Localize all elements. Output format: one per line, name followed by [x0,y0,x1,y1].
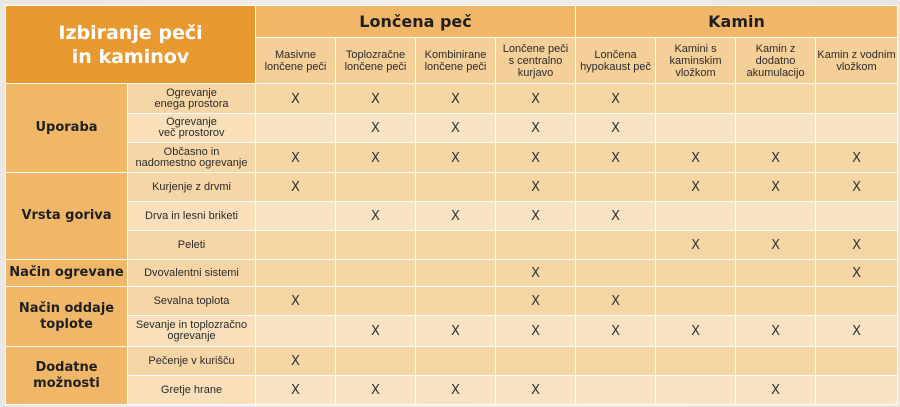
table-cell [656,173,736,202]
table-cell [816,114,898,143]
check-mark: X [451,91,460,107]
group-header-row [6,6,898,38]
table-cell [496,287,576,316]
table-cell [256,260,336,287]
check-mark: X [291,150,300,166]
table-row [6,376,898,405]
row-label-line: Gretje hrane [160,383,223,396]
check-mark: X [291,91,300,107]
table-cell [656,347,736,376]
table-title-line-2: in kaminov [71,45,190,68]
table-cell [736,316,816,347]
table-cell [336,143,416,173]
table-cell [576,173,656,202]
check-mark: X [371,150,380,166]
table-cell [336,173,416,202]
row-label-line: ogrevanje [167,330,216,342]
table-row [6,347,898,376]
table-cell [656,287,736,316]
check-mark: X [691,150,700,166]
table-row [6,316,898,347]
table-cell [576,347,656,376]
check-mark: X [291,180,300,195]
table-cell [256,114,336,143]
check-mark: X [371,121,380,136]
check-mark: X [852,180,861,195]
table-cell [336,202,416,231]
category-label-line: možnosti [33,375,100,391]
check-mark: X [611,121,620,136]
row-label [128,202,256,231]
column-header-line: Kamini s [674,42,717,55]
row-label [128,287,256,316]
table-cell [416,84,496,114]
table-cell [256,231,336,260]
table-cell [576,84,656,114]
table-cell [336,316,416,347]
table-cell [496,202,576,231]
category-label-line: Uporaba [35,120,98,135]
table-cell [816,173,898,202]
check-mark: X [531,324,540,339]
check-mark: X [371,91,380,107]
check-mark: X [531,266,540,281]
table-cell [256,202,336,231]
category-label [6,287,128,347]
row-label [128,260,256,287]
table-cell [576,376,656,405]
table-cell [816,316,898,347]
category-label [6,260,128,287]
row-label [128,114,256,143]
column-header-line: kurjavo [517,66,554,79]
table-cell [416,143,496,173]
table-cell [576,231,656,260]
column-header [256,38,336,84]
column-header-line: akumulacijo [746,66,805,79]
table-cell [816,231,898,260]
check-mark: X [531,121,540,136]
check-mark: X [691,324,700,339]
column-header [816,38,898,84]
table-cell [256,173,336,202]
check-mark: X [691,238,700,253]
column-header [336,38,416,84]
table-cell [656,114,736,143]
check-mark: X [531,209,540,224]
category-label-line: Način ogrevane [9,265,124,280]
category-label [6,84,128,173]
table-cell [816,347,898,376]
table-cell [416,287,496,316]
check-mark: X [451,383,460,398]
check-mark: X [531,150,540,166]
table-cell [736,84,816,114]
table-cell [256,143,336,173]
table-cell [496,231,576,260]
table-cell [496,260,576,287]
row-label [128,376,256,405]
row-label-line: Kurjenje z drvmi [152,180,231,193]
column-header-line: Kamin z vodnim [817,48,896,61]
table-cell [496,376,576,405]
row-label [128,231,256,260]
table-cell [816,84,898,114]
table-cell [496,114,576,143]
column-header-line: lončene peči [344,60,407,73]
table-cell [336,84,416,114]
table-cell [336,260,416,287]
table-cell [816,260,898,287]
table-cell [736,231,816,260]
category-label-line: Vrsta goriva [21,208,112,223]
column-header-line: hypokaust peč [580,60,651,73]
check-mark: X [371,383,380,398]
check-mark: X [451,324,460,339]
row-label-line: Peleti [177,238,206,251]
table-cell [416,231,496,260]
column-header-line: kaminskim [669,54,722,67]
column-header-line: vložkom [675,66,716,79]
table-cell [656,316,736,347]
group-header-loncena-pec: Lončena peč [256,6,576,38]
table-cell [496,84,576,114]
row-label-line: enega prostora [154,97,229,110]
column-header [576,38,656,84]
table-cell [416,347,496,376]
row-label-line: Občasno in [163,145,220,158]
check-mark: X [691,180,700,195]
check-mark: X [771,383,780,398]
row-label-line: Drva in lesni briketi [145,209,238,222]
check-mark: X [771,238,780,253]
table-cell [816,376,898,405]
table-cell [736,260,816,287]
table-cell [416,202,496,231]
table-cell [256,376,336,405]
row-label [128,173,256,202]
column-header [416,38,496,84]
table-cell [416,260,496,287]
check-mark: X [291,383,300,398]
table-row [6,231,898,260]
table-row [6,114,898,143]
group-header-kamin: Kamin [576,6,898,38]
table-cell [736,347,816,376]
category-label-line: Dodatne [35,359,98,375]
table-cell [256,84,336,114]
row-label [128,347,256,376]
table-cell [256,287,336,316]
table-cell [736,287,816,316]
category-label [6,347,128,405]
table-cell [336,231,416,260]
row-label-line: Ogrevanje [166,116,217,128]
check-mark: X [451,209,460,224]
table-cell [736,202,816,231]
table-cell [816,287,898,316]
check-mark: X [852,238,861,253]
check-mark: X [291,294,300,309]
table-title [6,6,256,84]
column-header-line: Toplozračne [345,48,406,61]
table-row [6,202,898,231]
table-cell [416,376,496,405]
table-cell [576,287,656,316]
column-header-line: lončene peči [424,60,487,73]
check-mark: X [451,150,460,166]
table-cell [496,173,576,202]
table-cell [656,202,736,231]
check-mark: X [531,91,540,107]
table-row [6,84,898,114]
row-label-line: nadomestno ogrevanje [135,156,248,169]
table-cell [336,347,416,376]
check-mark: X [531,383,540,398]
table-cell [416,173,496,202]
row-label-line: Pečenje v kurišču [148,354,235,367]
check-mark: X [852,266,861,281]
check-mark: X [852,324,861,339]
table-cell [736,143,816,173]
table-cell [256,347,336,376]
row-label [128,143,256,173]
table-cell [336,114,416,143]
check-mark: X [611,209,620,224]
check-mark: X [611,150,620,166]
selection-table [5,5,898,405]
column-header-line: Masivne [275,48,316,61]
table-cell [816,143,898,173]
check-mark: X [852,150,861,166]
check-mark: X [451,121,460,136]
check-mark: X [531,180,540,195]
check-mark: X [371,209,380,224]
category-label-line: Način oddaje [18,300,115,316]
table-cell [496,347,576,376]
row-label-line: Ogrevanje [166,86,217,99]
column-header-line: s centralno [508,54,563,67]
table-cell [576,316,656,347]
table-row [6,173,898,202]
table-row [6,260,898,287]
column-header [496,38,576,84]
table-cell [656,143,736,173]
table-cell [416,114,496,143]
table-cell [736,173,816,202]
table-cell [576,260,656,287]
table-cell [576,114,656,143]
check-mark: X [611,294,620,309]
table-cell [496,143,576,173]
table-cell [336,287,416,316]
table-cell [736,376,816,405]
table-cell [336,376,416,405]
row-label [128,84,256,114]
table-cell [576,202,656,231]
column-header [656,38,736,84]
row-label-line: Dvovalentni sistemi [144,266,239,279]
column-header-line: Kamin z dodatno [755,42,796,67]
category-label [6,173,128,260]
table-row [6,143,898,173]
check-mark: X [611,324,620,339]
category-label-line: toplote [40,316,93,332]
check-mark: X [771,180,780,195]
row-label [128,316,256,347]
table-cell [736,114,816,143]
column-header-line: lončene peči [264,60,327,73]
table-title-line-1: Izbiranje peči [58,21,203,44]
check-mark: X [371,324,380,339]
row-label-line: več prostorov [158,127,225,139]
check-mark: X [611,91,620,107]
column-header [736,38,816,84]
check-mark: X [771,324,780,339]
table-cell [416,316,496,347]
table-cell [656,376,736,405]
table-cell [816,202,898,231]
column-header-line: Kombinirane [424,48,487,61]
check-mark: X [771,150,780,166]
column-header-line: Lončena [594,48,637,61]
table-cell [656,231,736,260]
table-row [6,287,898,316]
table-cell [576,143,656,173]
row-label-line: Sevanje in toplozračno [135,319,248,331]
table-cell [656,260,736,287]
table-cell [256,316,336,347]
row-label-line: Sevalna toplota [153,294,230,307]
table-cell [496,316,576,347]
check-mark: X [531,294,540,309]
column-header-line: Lončene peči [502,42,569,55]
check-mark: X [291,354,300,369]
table-cell [656,84,736,114]
column-header-line: vložkom [836,60,877,73]
